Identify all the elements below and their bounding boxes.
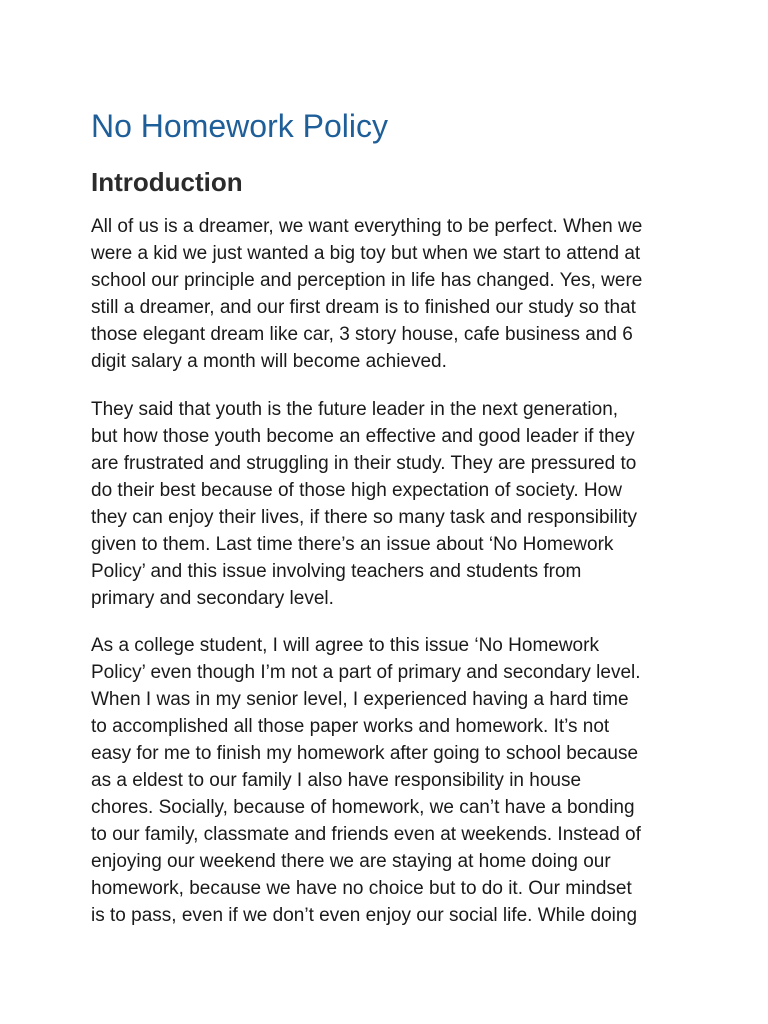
paragraph-line: given to them. Last time there’s an issue about ‘No Homework [91,534,614,555]
paragraph-line: All of us is a dreamer, we want everything to be perfect. When we [91,216,643,237]
paragraph-line: to our family, classmate and friends even at weekends. Instead of [91,824,641,845]
paragraph-line: digit salary a month will become achieved. [91,351,447,372]
paragraph-line: Policy’ even though I’m not a part of primary and secondary level. [91,662,641,683]
section-heading-introduction: Introduction [91,167,243,197]
paragraph-1 [91,213,691,375]
paragraph-3 [91,632,691,929]
paragraph-line: do their best because of those high expectation of society. How [91,480,622,501]
paragraph-line: are frustrated and struggling in their study. They are pressured to [91,453,637,474]
paragraph-line: When I was in my senior level, I experienced having a hard time [91,689,629,710]
paragraph-line: They said that youth is the future leader in the next generation, [91,399,619,420]
paragraph-line: school our principle and perception in life has changed. Yes, were [91,270,643,291]
paragraph-line: those elegant dream like car, 3 story house, cafe business and 6 [91,324,633,345]
paragraph-line: enjoying our weekend there we are staying at home doing our [91,851,611,872]
paragraph-line: but how those youth become an effective and good leader if they [91,426,635,447]
paragraph-line: as a eldest to our family I also have responsibility in house [91,770,582,791]
paragraph-line: chores. Socially, because of homework, we can’t have a bonding [91,797,635,818]
paragraph-line: Policy’ and this issue involving teachers and students from [91,561,582,582]
paragraph-line: primary and secondary level. [91,588,334,609]
paragraph-line: were a kid we just wanted a big toy but when we start to attend at [91,243,641,264]
paragraph-line: still a dreamer, and our first dream is to finished our study so that [91,297,636,318]
document-title: No Homework Policy [91,108,388,144]
paragraph-line: homework, because we have no choice but to do it. Our mindset [91,878,632,899]
paragraph-line: to accomplished all those paper works and homework. It’s not [91,716,610,737]
paragraph-line: they can enjoy their lives, if there so many task and responsibility [91,507,637,528]
paragraph-line: is to pass, even if we don’t even enjoy our social life. While doing [91,905,638,926]
paragraph-line: easy for me to finish my homework after going to school because [91,743,639,764]
paragraph-2 [91,396,691,612]
paragraph-line: As a college student, I will agree to this issue ‘No Homework [91,635,599,656]
